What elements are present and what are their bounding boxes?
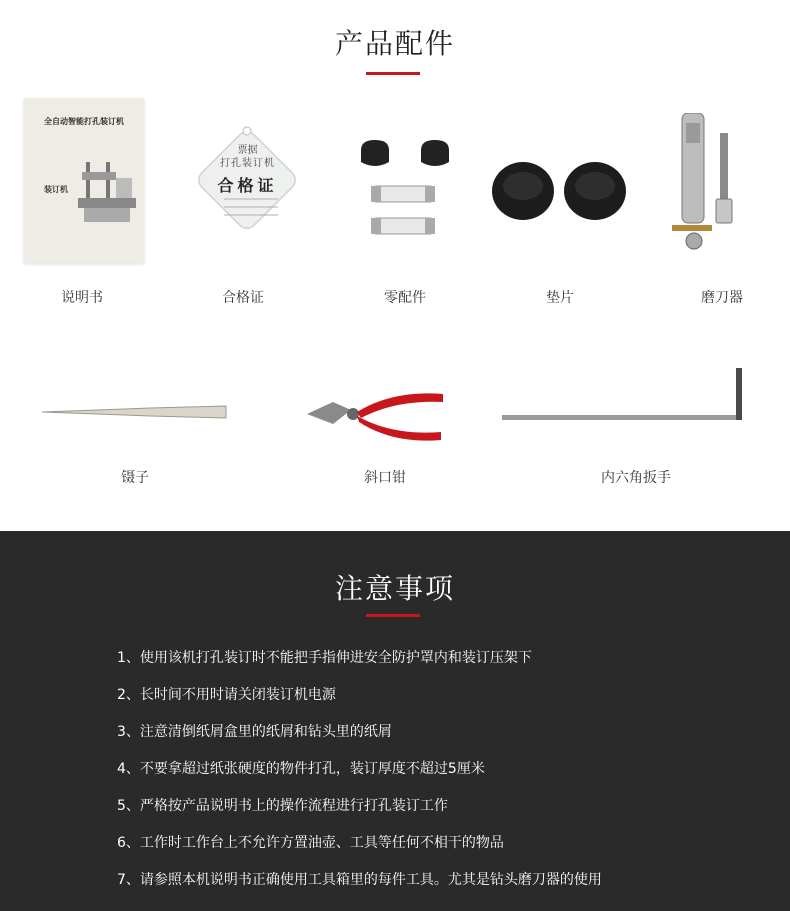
label-manual: 说明书 xyxy=(61,290,103,306)
note-item: 2、长时间不用时请关闭装订机电源 xyxy=(117,687,336,703)
note-item: 5、严格按产品说明书上的操作流程进行打孔装订工作 xyxy=(117,798,448,814)
accessories-title: 产品配件 xyxy=(334,27,455,60)
binding-machine-illustration xyxy=(76,158,138,228)
certificate-line2: 打孔装订机 xyxy=(220,158,275,169)
note-item: 4、不要拿超过纸张硬度的物件打孔，装订厚度不超过5厘米 xyxy=(117,761,485,777)
note-item: 7、请参照本机说明书正确使用工具箱里的每件工具。尤其是钻头磨刀器的使用 xyxy=(117,872,602,888)
notes-title-underline xyxy=(366,614,420,617)
certificate-tag-icon xyxy=(180,121,315,241)
label-hex-key: 内六角扳手 xyxy=(601,470,671,486)
label-tweezers: 镊子 xyxy=(121,470,149,486)
hex-key-icon xyxy=(500,366,750,426)
drill-sharpener-icon xyxy=(670,113,750,255)
accessories-title-underline xyxy=(366,72,420,75)
certificate-line1: 票据 xyxy=(237,145,258,156)
manual-cover-subtitle: 装订机 xyxy=(44,185,68,194)
label-pads: 垫片 xyxy=(546,290,574,306)
note-item: 1、使用该机打孔装订时不能把手指伸进安全防护罩内和装订压架下 xyxy=(117,650,532,666)
notes-list xyxy=(117,649,757,908)
manual-cover-title: 全自动智能打孔装订机 xyxy=(44,117,124,126)
notes-title: 注意事项 xyxy=(334,572,455,605)
spare-parts-icon xyxy=(355,136,455,240)
tweezers-icon xyxy=(40,402,230,422)
label-certificate: 合格证 xyxy=(222,290,264,306)
label-pliers: 斜口钳 xyxy=(364,470,406,486)
manual-booklet-icon xyxy=(24,98,144,263)
note-item: 6、工作时工作台上不允许方置油壶、工具等任何不相干的物品 xyxy=(117,835,504,851)
label-sharpener: 磨刀器 xyxy=(701,290,743,306)
note-item: 3、注意清倒纸屑盒里的纸屑和钻头里的纸屑 xyxy=(117,724,392,740)
certificate-line3: 合格证 xyxy=(217,176,278,195)
rubber-pads-icon xyxy=(490,158,630,224)
label-spare-parts: 零配件 xyxy=(384,290,426,306)
notes-section xyxy=(0,531,790,911)
diagonal-pliers-icon xyxy=(303,384,448,444)
